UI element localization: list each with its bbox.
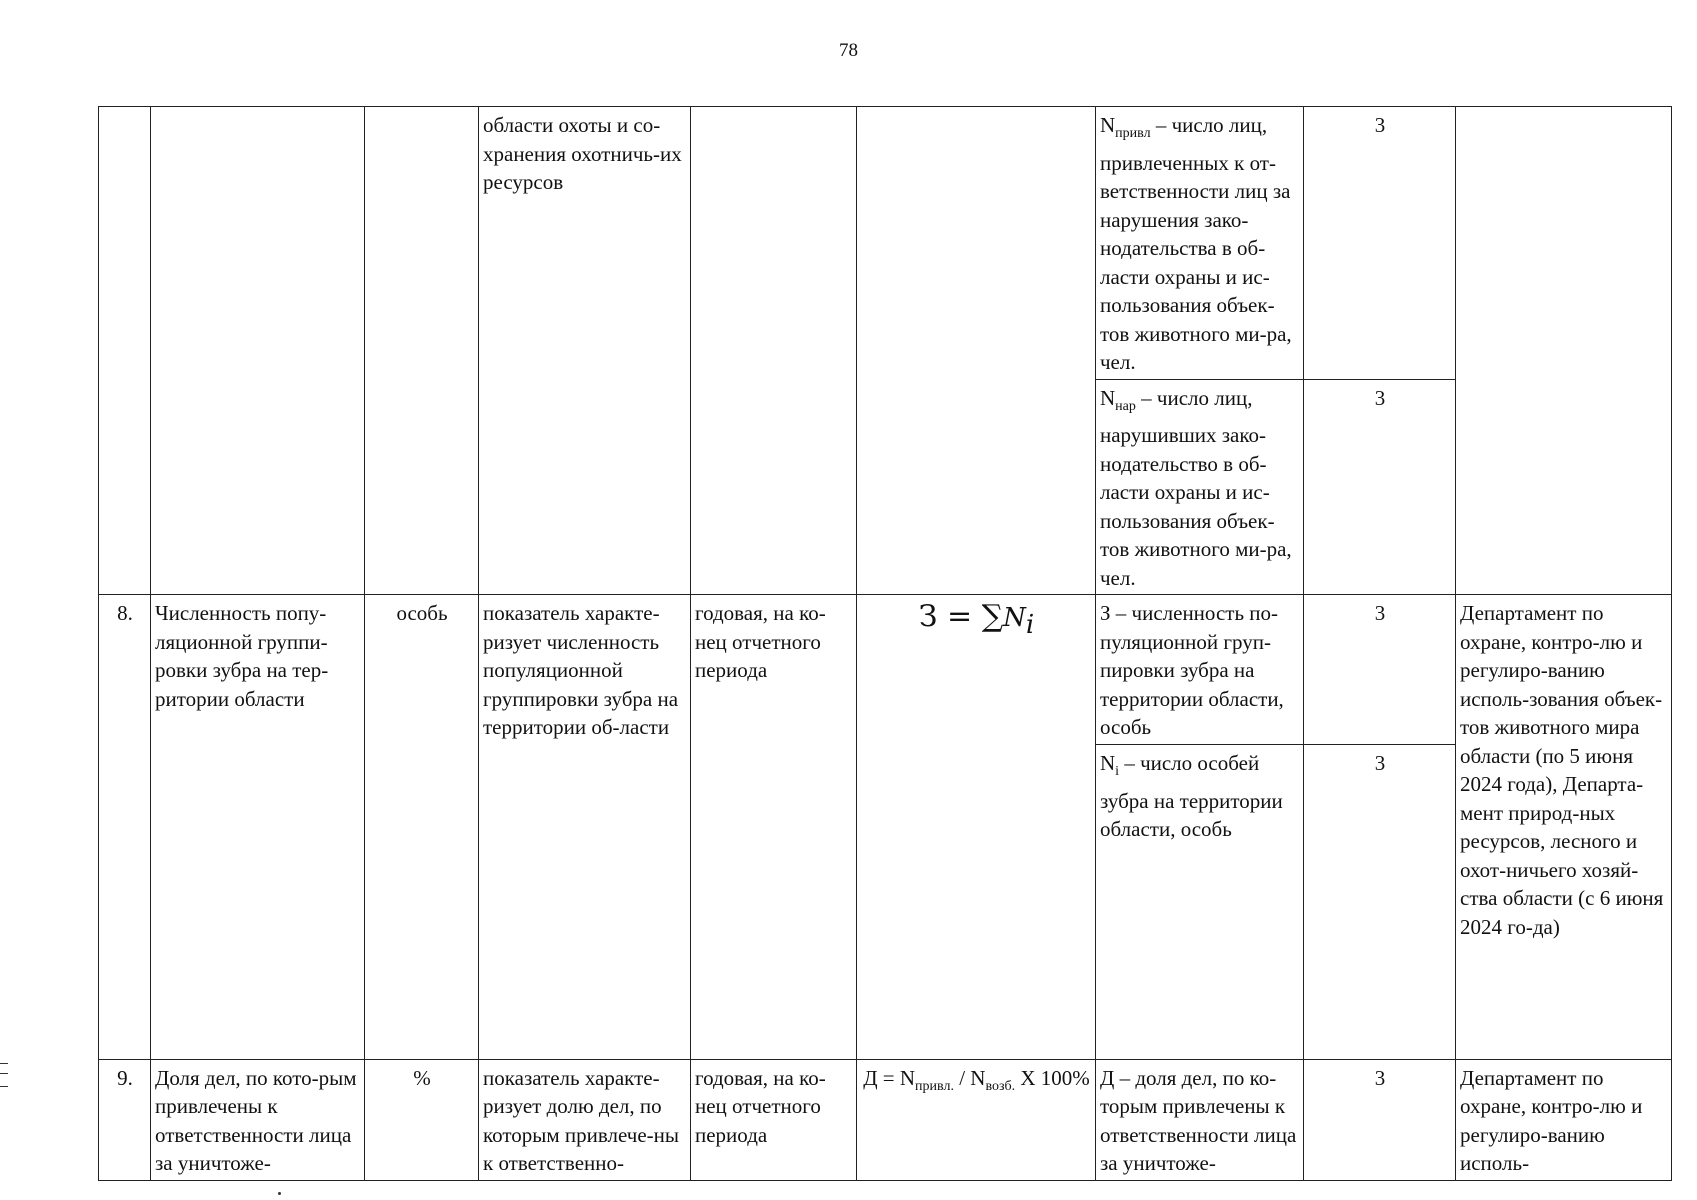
cell-name-empty	[151, 107, 365, 595]
cell-source: 3	[1304, 744, 1456, 1059]
cell-unit: особь	[365, 595, 479, 1060]
variable-text: – число лиц, нарушивших зако-нодательство в об-ласти охраны и ис-пользования объек-тов животного ми-ра, чел.	[1100, 385, 1292, 590]
variable-text: – число лиц, привлеченных к от-ветственности лиц за нарушения зако-нодательства в об-ласти охраны и ис-пользования объек-тов животного ми-ра, чел.	[1100, 113, 1292, 375]
cell-variable: $N_{нар}$ – число лиц, нарушивших зако-нодательство в об-ласти охраны и ис-пользования объек-тов животного ми-ра, чел.	[1096, 379, 1304, 595]
table-row-8	[99, 595, 1672, 745]
cell-num: 9.	[99, 1059, 151, 1180]
formula-sub: привл.	[915, 1079, 954, 1095]
cell-indicator-name: Численность попу-ляционной группи-ровки зубра на тер-ритории области	[151, 595, 365, 1060]
cell-variable: $N_{привл}$ – число лиц, привлеченных к от-ветственности лиц за нарушения зако-нодательства в об-ласти охраны и ис-пользования объек-тов животного ми-ра, чел.	[1096, 107, 1304, 380]
binding-margin-mark	[0, 1063, 8, 1087]
scan-dot	[278, 1192, 281, 1195]
cell-responsible: Департамент по охране, контро-лю и регулиро-ванию исполь-зования объек-тов животного мира области (по 5 июня 2024 года), Департа-мент природ-ных ресурсов, лесного и охот-ничьего хозяй-ства области (с 6 июня 2024 го-да)	[1456, 595, 1672, 1060]
cell-source: 3	[1304, 595, 1456, 745]
formula-lhs: З =	[918, 599, 982, 635]
cell-source: 3	[1304, 379, 1456, 595]
cell-formula	[857, 1059, 1096, 1180]
indicators-table	[98, 106, 1672, 1181]
cell-unit: %	[365, 1059, 479, 1180]
cell-num: 8.	[99, 595, 151, 1060]
cell-formula-empty	[857, 107, 1096, 595]
formula-sub: возб.	[985, 1079, 1016, 1095]
cell-responsible-empty	[1456, 107, 1672, 595]
table-row-9	[99, 1059, 1672, 1180]
page-number: 78	[839, 40, 858, 61]
formula-sum	[918, 599, 1035, 641]
cell-variable	[1096, 744, 1304, 1059]
table-row-continuation	[99, 107, 1672, 380]
cell-unit-empty	[365, 107, 479, 595]
cell-period-empty	[691, 107, 857, 595]
formula-part: Д = N	[863, 1065, 916, 1090]
variable-subscript: i	[1115, 764, 1120, 780]
cell-variable: З – численность по-пуляционной груп-пировки зубра на территории области, особь	[1096, 595, 1304, 745]
formula-var: N	[1003, 603, 1026, 634]
cell-responsible: Департамент по охране, контро-лю и регулиро-ванию исполь-	[1456, 1059, 1672, 1180]
cell-indicator-name: Доля дел, по кото-рым привлечены к ответственности лица за уничтоже-	[151, 1059, 365, 1180]
sum-symbol: ∑	[981, 599, 1004, 635]
cell-description: области охоты и со-хранения охотничь-их ресурсов	[479, 107, 691, 595]
variable-letter: N	[1100, 750, 1116, 775]
formula-part: Х 100%	[1015, 1065, 1090, 1090]
variable-text: – число особей зубра на территории области, особь	[1100, 750, 1283, 842]
cell-source: 3	[1304, 1059, 1456, 1180]
cell-description: показатель характе-ризует численность популяционной группировки зубра на территории об-ласти	[479, 595, 691, 1060]
cell-formula	[857, 595, 1096, 1060]
cell-num-empty	[99, 107, 151, 595]
formula-part: / N	[953, 1065, 986, 1090]
formula-sub: i	[1025, 610, 1035, 641]
cell-variable: Д – доля дел, по ко-торым привлечены к ответственности лица за уничтоже-	[1096, 1059, 1304, 1180]
cell-period: годовая, на ко-нец отчетного периода	[691, 595, 857, 1060]
cell-period: годовая, на ко-нец отчетного периода	[691, 1059, 857, 1180]
cell-source: 3	[1304, 107, 1456, 380]
variable-subscript: нар	[1115, 398, 1136, 414]
variable-subscript: привл	[1115, 126, 1151, 142]
cell-description: показатель характе-ризует долю дел, по которым привлече-ны к ответственно-	[479, 1059, 691, 1180]
